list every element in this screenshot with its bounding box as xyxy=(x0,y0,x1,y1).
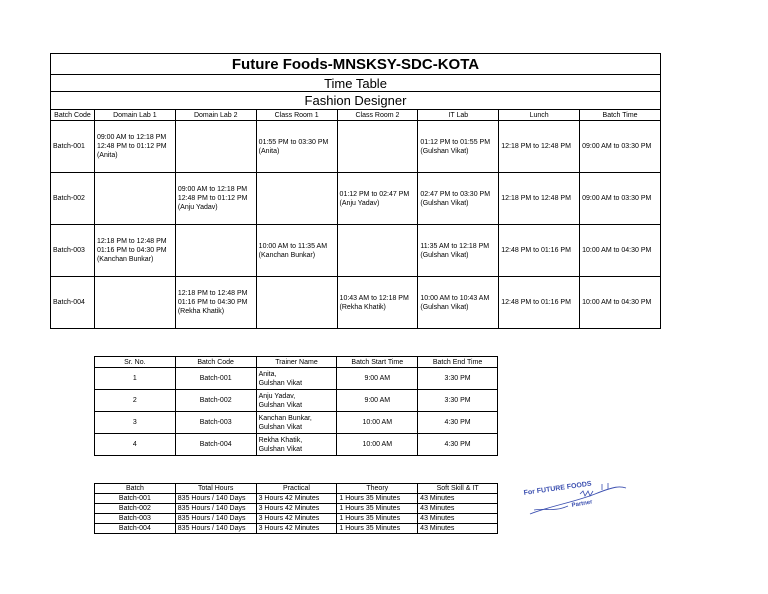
column-header: Batch xyxy=(95,484,176,494)
table-cell: 3 Hours 42 Minutes xyxy=(256,494,337,504)
table-cell: Anju Yadav, Gulshan Vikat xyxy=(256,390,337,412)
column-header: Batch Code xyxy=(175,357,256,368)
column-header: Trainer Name xyxy=(256,357,337,368)
table-cell: 01:55 PM to 03:30 PM (Anita) xyxy=(256,121,337,173)
table-cell: 02:47 PM to 03:30 PM (Gulshan Vikat) xyxy=(418,173,499,225)
table-cell: Batch-003 xyxy=(51,225,95,277)
table-cell: 1 Hours 35 Minutes xyxy=(337,504,418,514)
table-cell: 835 Hours / 140 Days xyxy=(175,504,256,514)
table-cell: 4:30 PM xyxy=(418,412,498,434)
table-cell: Anita, Gulshan Vikat xyxy=(256,368,337,390)
table-cell: Batch-002 xyxy=(95,504,176,514)
table-cell: Batch-003 xyxy=(175,412,256,434)
table-row xyxy=(51,173,661,225)
column-header: Practical xyxy=(256,484,337,494)
table-cell: Batch-001 xyxy=(95,494,176,504)
table-cell: 3 Hours 42 Minutes xyxy=(256,504,337,514)
table-cell: 10:00 AM to 10:43 AM (Gulshan Vikat) xyxy=(418,277,499,329)
table-cell xyxy=(256,173,337,225)
table-cell: 12:18 PM to 12:48 PM 01:16 PM to 04:30 PM (Kanchan Bunkar) xyxy=(94,225,175,277)
table-cell xyxy=(175,225,256,277)
table-cell: 09:00 AM to 12:18 PM 12:48 PM to 01:12 PM (Anju Yadav) xyxy=(175,173,256,225)
column-header: Class Room 1 xyxy=(256,110,337,121)
table-row xyxy=(95,434,498,456)
table-cell: 10:00 AM xyxy=(337,412,418,434)
document-title: Future Foods-MNSKSY-SDC-KOTA xyxy=(51,54,661,75)
table-cell xyxy=(94,173,175,225)
table-cell: 3 Hours 42 Minutes xyxy=(256,524,337,534)
table-cell: 1 Hours 35 Minutes xyxy=(337,514,418,524)
table-cell: Batch-002 xyxy=(175,390,256,412)
table-row xyxy=(51,225,661,277)
table-cell xyxy=(175,121,256,173)
table-cell: Batch-003 xyxy=(95,514,176,524)
table-row xyxy=(95,504,498,514)
table-cell: 9:00 AM xyxy=(337,368,418,390)
column-header: Soft Skill & IT xyxy=(418,484,498,494)
table-cell: 43 Minutes xyxy=(418,504,498,514)
timetable xyxy=(50,53,661,329)
table-cell: Batch-001 xyxy=(175,368,256,390)
table-cell: 09:00 AM to 03:30 PM xyxy=(580,121,661,173)
column-header: Batch Start Time xyxy=(337,357,418,368)
table-cell: 43 Minutes xyxy=(418,494,498,504)
table-cell: 12:18 PM to 12:48 PM 01:16 PM to 04:30 PM (Rekha Khatik) xyxy=(175,277,256,329)
column-header: Theory xyxy=(337,484,418,494)
table-cell: 1 Hours 35 Minutes xyxy=(337,494,418,504)
table-cell: 10:00 AM to 04:30 PM xyxy=(580,277,661,329)
table-cell: 09:00 AM to 12:18 PM 12:48 PM to 01:12 PM (Anita) xyxy=(94,121,175,173)
table-cell: 09:00 AM to 03:30 PM xyxy=(580,173,661,225)
table-cell: Batch-002 xyxy=(51,173,95,225)
table-cell: 3 xyxy=(95,412,176,434)
column-header: Lunch xyxy=(499,110,580,121)
table-row xyxy=(51,121,661,173)
table-row xyxy=(95,494,498,504)
timetable-header-row xyxy=(51,110,661,121)
table-cell: 835 Hours / 140 Days xyxy=(175,514,256,524)
table-cell: Batch-001 xyxy=(51,121,95,173)
table-cell: 3 Hours 42 Minutes xyxy=(256,514,337,524)
table-cell: Kanchan Bunkar, Gulshan Vikat xyxy=(256,412,337,434)
table-cell: Batch-004 xyxy=(51,277,95,329)
table-cell: Batch-004 xyxy=(95,524,176,534)
table-cell: 11:35 AM to 12:18 PM (Gulshan Vikat) xyxy=(418,225,499,277)
table-cell: 10:00 AM xyxy=(337,434,418,456)
table-cell xyxy=(256,277,337,329)
table-cell: Batch-004 xyxy=(175,434,256,456)
signature-stamp xyxy=(520,480,630,520)
column-header: Batch End Time xyxy=(418,357,498,368)
table-row xyxy=(95,412,498,434)
trainer-table xyxy=(94,356,498,456)
table-cell: 3:30 PM xyxy=(418,390,498,412)
course-name: Fashion Designer xyxy=(51,92,661,110)
table-cell: 12:18 PM to 12:48 PM xyxy=(499,173,580,225)
stamp-line-2: Partner xyxy=(571,499,594,509)
table-cell xyxy=(337,121,418,173)
trainer-header-row xyxy=(95,357,498,368)
table-cell: 10:43 AM to 12:18 PM (Rekha Khatik) xyxy=(337,277,418,329)
column-header: IT Lab xyxy=(418,110,499,121)
table-cell: 01:12 PM to 02:47 PM (Anju Yadav) xyxy=(337,173,418,225)
hours-table xyxy=(94,483,498,534)
column-header: Batch Code xyxy=(51,110,95,121)
table-cell: Rekha Khatik, Gulshan Vikat xyxy=(256,434,337,456)
column-header: Domain Lab 2 xyxy=(175,110,256,121)
table-cell: 835 Hours / 140 Days xyxy=(175,524,256,534)
table-row xyxy=(95,390,498,412)
table-cell: 12:48 PM to 01:16 PM xyxy=(499,277,580,329)
table-cell: 9:00 AM xyxy=(337,390,418,412)
table-cell: 12:18 PM to 12:48 PM xyxy=(499,121,580,173)
table-cell: 10:00 AM to 11:35 AM (Kanchan Bunkar) xyxy=(256,225,337,277)
table-row xyxy=(95,368,498,390)
table-cell: 43 Minutes xyxy=(418,514,498,524)
hours-header-row xyxy=(95,484,498,494)
table-cell: 12:48 PM to 01:16 PM xyxy=(499,225,580,277)
table-cell xyxy=(337,225,418,277)
table-cell xyxy=(94,277,175,329)
table-cell: 4:30 PM xyxy=(418,434,498,456)
table-cell: 1 xyxy=(95,368,176,390)
column-header: Batch Time xyxy=(580,110,661,121)
table-row xyxy=(95,524,498,534)
column-header: Class Room 2 xyxy=(337,110,418,121)
table-cell: 43 Minutes xyxy=(418,524,498,534)
table-cell: 01:12 PM to 01:55 PM (Gulshan Vikat) xyxy=(418,121,499,173)
table-cell: 835 Hours / 140 Days xyxy=(175,494,256,504)
table-row xyxy=(51,277,661,329)
stamp-line-1: For FUTURE FOODS xyxy=(523,480,593,497)
table-cell: 4 xyxy=(95,434,176,456)
table-cell: 1 Hours 35 Minutes xyxy=(337,524,418,534)
column-header: Domain Lab 1 xyxy=(94,110,175,121)
table-row xyxy=(95,514,498,524)
table-cell: 3:30 PM xyxy=(418,368,498,390)
column-header: Sr. No. xyxy=(95,357,176,368)
column-header: Total Hours xyxy=(175,484,256,494)
document-subtitle: Time Table xyxy=(51,75,661,92)
table-cell: 2 xyxy=(95,390,176,412)
table-cell: 10:00 AM to 04:30 PM xyxy=(580,225,661,277)
